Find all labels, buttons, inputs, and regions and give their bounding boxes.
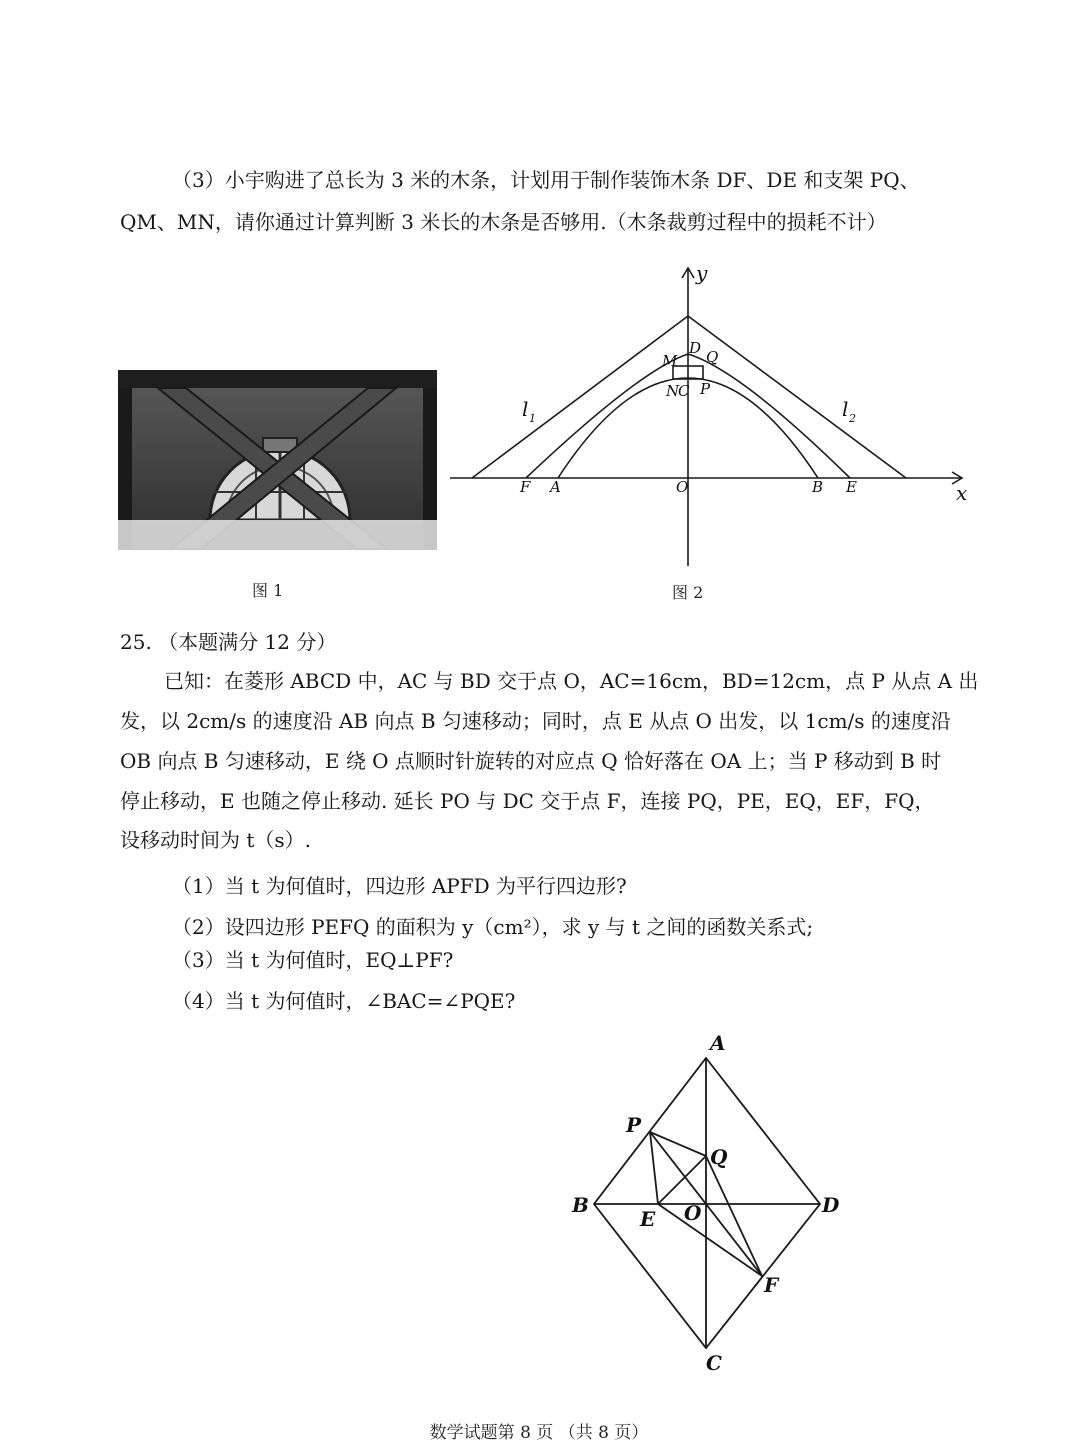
q25-question-2: （2）设四边形 PEFQ 的面积为 y（cm²），求 y 与 t 之间的函数关系式; [172,915,814,939]
label-l2-sub: 2 [849,412,856,425]
label-O: O [684,1201,702,1225]
label-E: E [846,478,857,496]
page-footer: 数学试题第 8 页 （共 8 页） [429,1423,649,1443]
label-M: M [662,352,678,370]
figure1-photo [118,370,437,550]
q25-question-3: （3）当 t 为何值时，EQ⊥PF? [172,948,454,972]
segment-PE [650,1132,658,1204]
q25-stem-line5: 设移动时间为 t（s）. [120,828,312,852]
label-B: B [572,1193,589,1217]
label-l1: l [522,397,529,421]
label-N: N [666,382,680,400]
q25-stem-line1: 已知：在菱形 ABCD 中，AC 与 BD 交于点 O，AC=16cm，BD=12cm，点 P 从点 A 出 [164,669,979,693]
q24-part3-line1: （3）小宇购进了总长为 3 米的木条，计划用于制作装饰木条 DF、DE 和支架 PQ、 [172,168,920,192]
segment-EQ [658,1156,706,1204]
line-l2 [688,316,906,478]
label-P: P [626,1113,642,1137]
label-F: F [520,478,531,496]
label-B: B [812,478,824,496]
q25-stem-line2: 发，以 2cm/s 的速度沿 AB 向点 B 匀速移动；同时，点 E 从点 O 出发，以 1cm/s 的速度沿 [120,709,951,733]
label-C: C [678,382,690,400]
label-Q: Q [710,1145,728,1169]
q25-header: 25. （本题满分 12 分） [120,630,337,654]
label-F: F [764,1273,779,1297]
label-E: E [640,1207,656,1231]
label-C: C [706,1351,722,1375]
label-l1-sub: 1 [529,412,536,425]
label-A: A [550,478,561,496]
q24-part3-line2: QM、MN，请你通过计算判断 3 米长的木条是否够用.（木条裁剪过程中的损耗不计） [120,210,887,234]
q25-question-4: （4）当 t 为何值时，∠BAC=∠PQE? [172,989,516,1013]
label-Q: Q [706,348,719,366]
figure2-diagram [440,258,980,578]
label-D: D [689,339,702,357]
q25-stem-line4: 停止移动，E 也随之停止移动. 延长 PO 与 DC 交于点 F，连接 PQ，PE，EQ，EF，FQ， [120,789,935,813]
figure3-rhombus [560,1028,860,1378]
label-l2: l [842,397,849,421]
figure2-caption: 图 2 [672,583,704,602]
label-A: A [710,1031,726,1055]
label-O: O [676,478,689,496]
label-y: y [696,261,708,285]
label-D: D [822,1193,840,1217]
line-l1 [472,316,688,478]
segment-EF [658,1204,762,1276]
figure1-caption: 图 1 [252,581,284,600]
q25-question-1: （1）当 t 为何值时，四边形 APFD 为平行四边形? [172,874,627,898]
label-x: x [956,481,968,505]
q25-stem-line3: OB 向点 B 匀速移动，E 绕 O 点顺时针旋转的对应点 Q 恰好落在 OA 上；当 P 移动到 B 时 [120,749,942,773]
label-P: P [700,380,711,398]
rhombus-ABCD [594,1058,820,1348]
